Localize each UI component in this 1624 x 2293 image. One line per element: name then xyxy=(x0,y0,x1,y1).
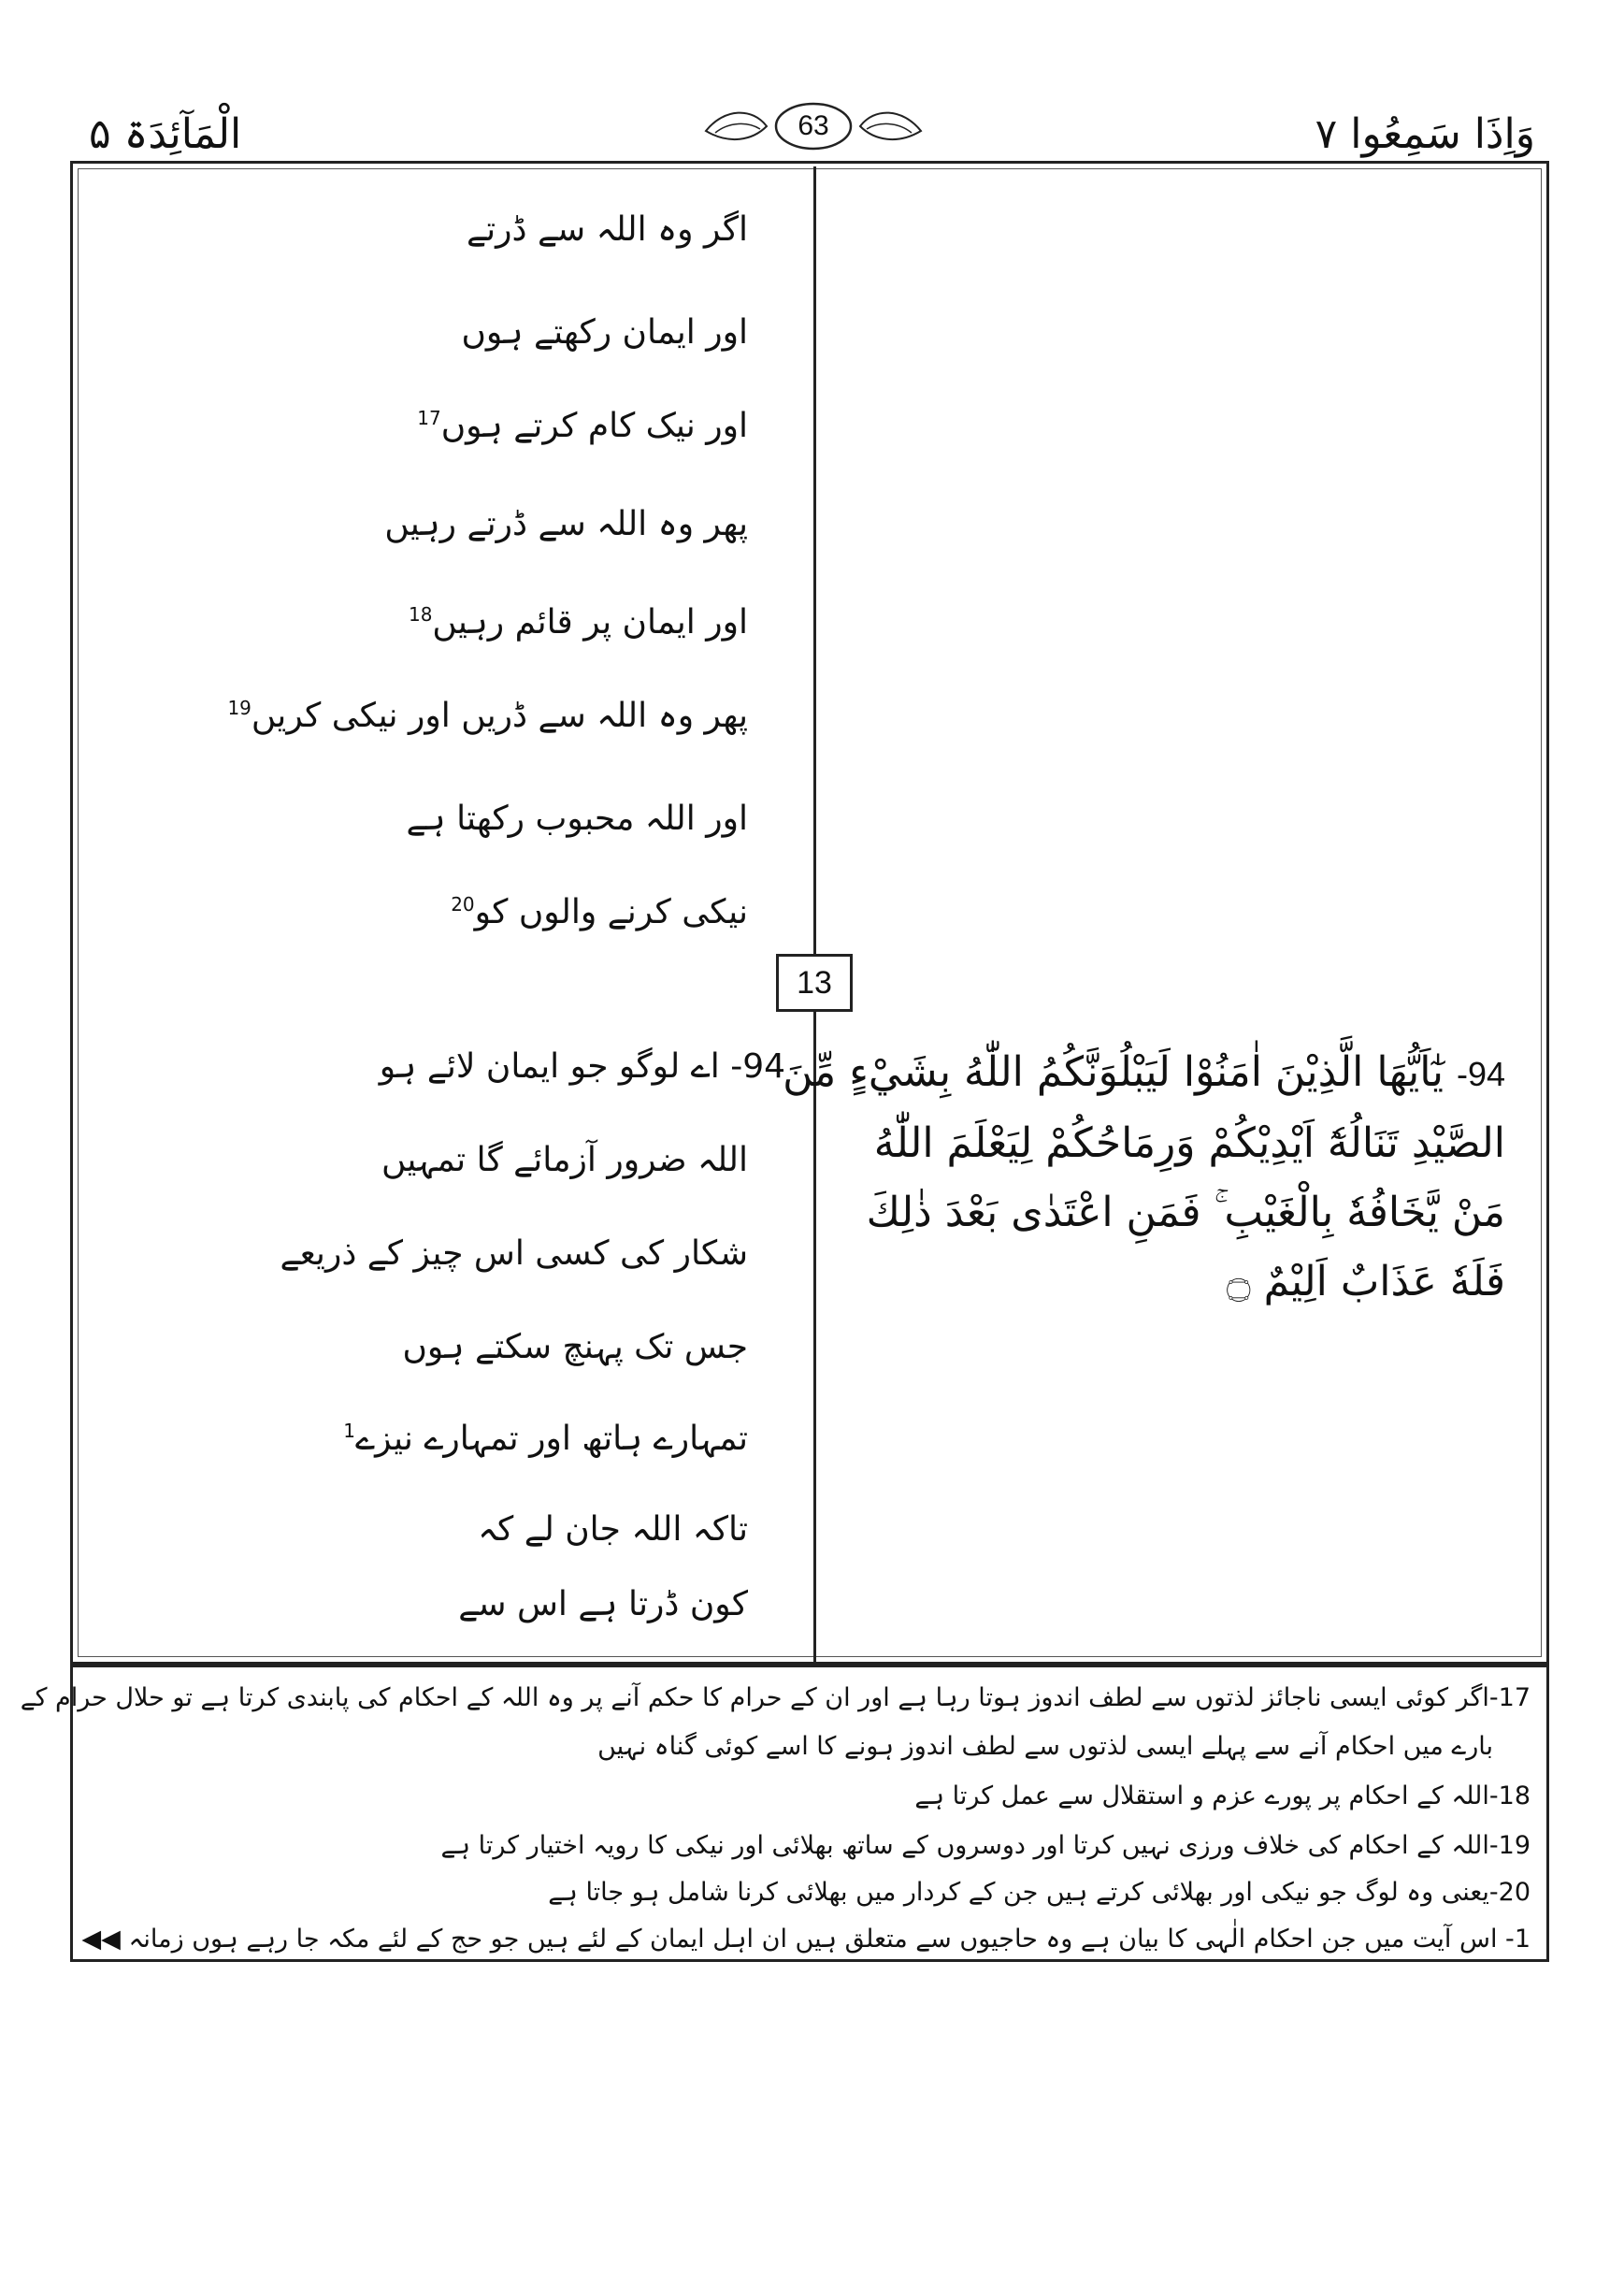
footnote: 1- اس آیت میں جن احکام الٰہی کا بیان ہے وہ حاجیوں سے متعلق ہیں ان اہل ایمان کے لئے ہیں جو حج کے لئے مکہ جا رہے ہوں زمانہ ◀◀ xyxy=(81,1925,1531,1954)
continue-marker: ◀◀ xyxy=(81,1925,121,1954)
arabic-line: مَنْ يَّخَافُهٗ بِالْغَيْبِ ۚ فَمَنِ اعْتَدٰى بَعْدَ ذٰلِكَ xyxy=(866,1189,1505,1236)
translation-line: اگر وہ اللہ سے ڈرتے xyxy=(466,210,748,249)
footnote: 18-اللہ کے احکام پر پورے عزم و استقلال سے عمل کرتا ہے xyxy=(914,1781,1531,1810)
arabic-verse xyxy=(783,1038,1505,1317)
translation-line: جس تک پہنچ سکتے ہوں xyxy=(402,1328,748,1366)
page-number-ornament xyxy=(697,94,930,159)
juz-title: وَاِذَا سَمِعُوا ۷ xyxy=(1315,110,1535,158)
translation-line: پھر وہ اللہ سے ڈرتے رہیں xyxy=(384,505,748,543)
footnote: 20-یعنی وہ لوگ جو نیکی اور بھلائی کرتے ہیں جن کے کردار میں بھلائی کرنا شامل ہو جاتا ہے xyxy=(548,1878,1531,1907)
translation-line: تاکہ اللہ جان لے کہ xyxy=(478,1510,748,1549)
footnote: 19-اللہ کے احکام کی خلاف ورزی نہیں کرتا اور دوسروں کے ساتھ بھلائی اور نیکی کا رویہ اختیار کرتا ہے xyxy=(440,1831,1531,1860)
footnote: 17-اگر کوئی ایسی ناجائز لذتوں سے لطف اندوز ہوتا رہا ہے اور ان کے حرام کا حکم آنے پر وہ اللہ کے احکام کی پابندی کرتا ہے تو حلال حرام کے xyxy=(20,1683,1531,1712)
translation-line: اللہ ضرور آزمائے گا تمہیں xyxy=(381,1141,748,1179)
translation-line: کون ڈرتا ہے اس سے xyxy=(458,1585,748,1623)
translation-line: شکار کی کسی اس چیز کے ذریعے xyxy=(280,1234,748,1273)
translation-line: اور ایمان رکھتے ہوں xyxy=(461,313,748,352)
footnote: بارے میں احکام آنے سے پہلے ایسی لذتوں سے لطف اندوز ہونے کا اسے کوئی گناہ نہیں xyxy=(597,1732,1493,1761)
surah-title: الْمَآئِدَۃ ۵ xyxy=(89,110,242,158)
translation-line: اور ایمان پر قائم رہیں$^{18}$ xyxy=(408,603,748,642)
verse-number: 94- xyxy=(1456,1055,1505,1093)
arabic-line: فَلَهٗ عَذَابٌ اَلِيْمٌ ۝ xyxy=(1226,1258,1505,1305)
translation-line: پھر وہ اللہ سے ڈریں اور نیکی کریں$^{19}$ xyxy=(227,697,748,735)
column-divider xyxy=(813,166,816,1663)
section-number: 13 xyxy=(776,954,853,1012)
arabic-line: 94- يٰٓاَيُّهَا الَّذِيْنَ اٰمَنُوْا لَيَبْلُوَنَّكُمُ اللّٰهُ بِشَيْءٍ مِّنَ xyxy=(783,1048,1505,1096)
translation-line: اور اللہ محبوب رکھتا ہے xyxy=(406,800,748,838)
translation-line: 94- اے لوگو جو ایمان لائے ہو xyxy=(379,1047,785,1086)
translation-line: اور نیک کام کرتے ہوں$^{17}$ xyxy=(417,407,748,445)
main-frame xyxy=(70,161,1549,1665)
page-number: 63 xyxy=(798,110,829,141)
translation-line: تمہارے ہاتھ اور تمہارے نیزے$^1$ xyxy=(343,1420,748,1458)
arabic-line: الصَّيْدِ تَنَالُهٗٓ اَيْدِيْكُمْ وَرِمَاحُكُمْ لِيَعْلَمَ اللّٰهُ xyxy=(873,1119,1505,1167)
translation-line: نیکی کرنے والوں کو$^{20}$ xyxy=(451,893,748,931)
